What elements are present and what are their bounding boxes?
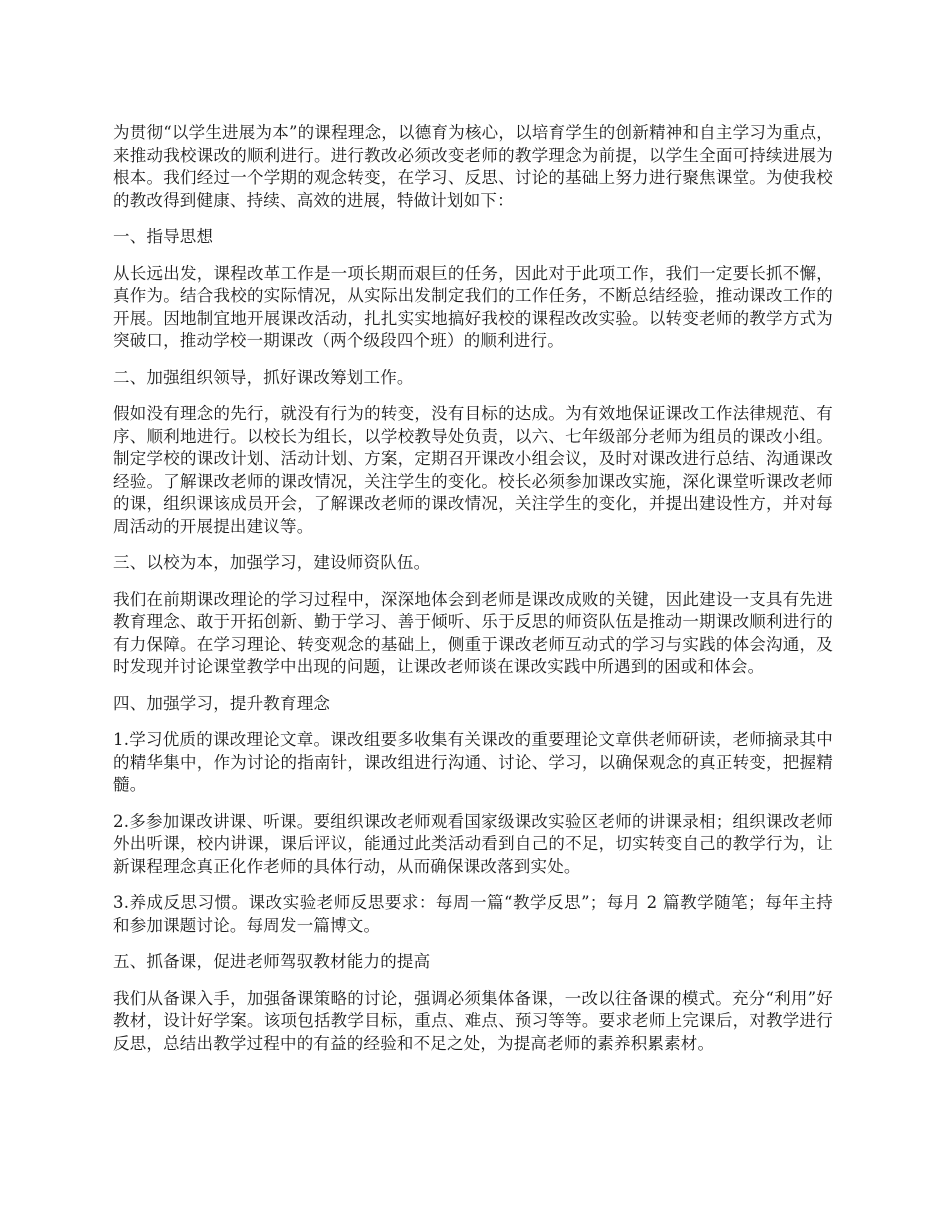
intro-paragraph: 为贯彻“以学生进展为本”的课程理念，以德育为核心，以培育学生的创新精神和自主学习为重点，来推动我校课改的顺利进行。进行教改必须改变老师的教学理念为前提，以学生全面可持续进展为根本。我们经过一个学期的观念转变，在学习、反思、讨论的基础上努力进行聚焦课堂。为使我校的教改得到健康、持续、高效的进展，特做计划如下： [113, 123, 833, 210]
section-heading-organization: 二、加强组织领导，抓好课改筹划工作。 [113, 367, 414, 387]
section-body-lesson-prep: 我们从备课入手，加强备课策略的讨论，强调必须集体备课，一改以往备课的模式。充分“利用”好教材，设计好学案。该项包括教学目标，重点、难点、预习等等。要求老师上完课后，对教学进行反思，总结出教学过程中的有益的经验和不足之处，为提高老师的素养积累素材。 [113, 988, 833, 1053]
section-body-organization: 假如没有理念的先行，就没有行为的转变，没有目标的达成。为有效地保证课改工作法律规范、有序、顺利地进行。以校长为组长，以学校教导处负责，以六、七年级部分老师为组员的课改小组。制定学校的课改计划、活动计划、方案，定期召开课改小组会议，及时对课改进行总结、沟通课改经验。了解课改老师的课改情况，关注学生的变化。校长必须参加课改实施，深化课堂听课改老师的课，组织课该成员开会，了解课改老师的课改情况，关注学生的变化，并提出建设性方，并对每周活动的开展提出建议等。 [113, 404, 833, 536]
section-body-teacher-team: 我们在前期课改理论的学习过程中，深深地体会到老师是课改成败的关键，因此建设一支具有先进教育理念、敢于开拓创新、勤于学习、善于倾听、乐于反思的师资队伍是推动一期课改顺利进行的有力保障。在学习理论、转变观念的基础上，侧重于课改老师互动式的学习与实践的体会沟通，及时发现并讨论课堂教学中出现的问题，让课改老师谈在课改实践中所遇到的困或和体会。 [113, 589, 833, 676]
list-item-theory-articles: 1.学习优质的课改理论文章。课改组要多收集有关课改的重要理论文章供老师研读，老师摘录其中的精华集中，作为讨论的指南针，课改组进行沟通、讨论、学习，以确保观念的真正转变，把握精髓。 [113, 730, 833, 794]
list-item-lectures: 2.多参加课改讲课、听课。要组织课改老师观看国家级课改实验区老师的讲课录相；组织课改老师外出听课，校内讲课，课后评议，能通过此类活动看到自己的不足，切实转变自己的教学行为，让新课程理念真正化作老师的具体行动，从而确保课改落到实处。 [113, 811, 833, 876]
section-heading-guiding-thought: 一、指导思想 [113, 227, 214, 246]
section-heading-teacher-team: 三、以校为本，加强学习，建设师资队伍。 [113, 553, 431, 572]
section-heading-lesson-prep: 五、抓备课，促进老师驾驭教材能力的提高 [113, 952, 431, 971]
section-body-guiding-thought: 从长远出发，课程改革工作是一项长期而艰巨的任务，因此对于此项工作，我们一定要长抓不懈，真作为。结合我校的实际情况，从实际出发制定我们的工作任务，不断总结经验，推动课改工作的开展。因地制宜地开展课改活动，扎扎实实地搞好我校的课程改改实验。以转变老师的教学方式为突破口，推动学校一期课改（两个级段四个班）的顺利进行。 [113, 263, 833, 350]
document-page [113, 122, 833, 1069]
list-item-reflection: 3.养成反思习惯。课改实验老师反思要求：每周一篇“教学反思”；每月 2 篇教学随笔；每年主持和参加课题讨论。每周发一篇博文。 [113, 893, 833, 935]
section-heading-learning: 四、加强学习，提升教育理念 [113, 693, 331, 713]
